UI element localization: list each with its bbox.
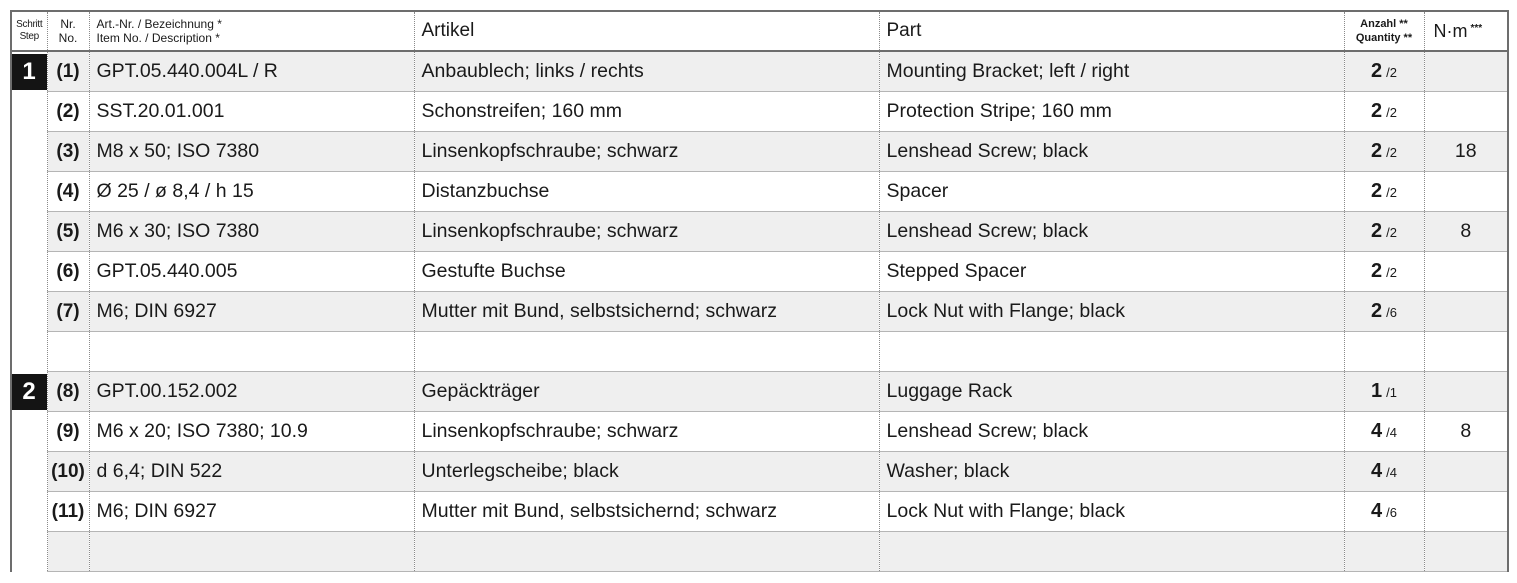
table-row [11,132,1508,172]
quantity-total: /2 [1386,185,1397,200]
step-badge: 1 [11,54,47,90]
torque-value [1424,372,1508,412]
artikel-name: Distanzbuchse [414,172,879,212]
header-item [89,11,414,51]
part-name: Stepped Spacer [879,252,1344,292]
step-cell [11,132,47,172]
item-code: M6 x 30; ISO 7380 [89,212,414,252]
step-cell [11,172,47,212]
header-part: Part [879,11,1344,51]
part-name [879,532,1344,572]
part-name: Protection Stripe; 160 mm [879,92,1344,132]
item-number: (5) [47,212,89,252]
item-number: (2) [47,92,89,132]
item-number: (9) [47,412,89,452]
quantity-cell [1344,492,1424,532]
table-row [11,332,1508,372]
quantity-cell [1344,252,1424,292]
item-code: Ø 25 / ø 8,4 / h 15 [89,172,414,212]
parts-list-sheet [10,10,1507,583]
step-cell [11,452,47,492]
part-name: Spacer [879,172,1344,212]
artikel-name: Unterlegscheibe; black [414,452,879,492]
quantity-value: 2 [1371,100,1383,122]
header-artikel: Artikel [414,11,879,51]
header-torque-footnote: *** [1470,22,1483,34]
artikel-name: Anbaublech; links / rechts [414,51,879,92]
torque-value [1424,292,1508,332]
torque-value [1424,492,1508,532]
table-row [11,372,1508,412]
quantity-total: /4 [1386,425,1397,440]
step-cell [11,332,47,372]
quantity-cell [1344,51,1424,92]
artikel-name: Schonstreifen; 160 mm [414,92,879,132]
part-name: Lenshead Screw; black [879,132,1344,172]
quantity-value: 2 [1371,220,1383,242]
item-code [89,332,414,372]
artikel-name: Gepäckträger [414,372,879,412]
item-code: M6; DIN 6927 [89,292,414,332]
header-step-de: Schritt [16,19,43,30]
quantity-total: /1 [1386,385,1397,400]
item-code: M8 x 50; ISO 7380 [89,132,414,172]
step-cell [11,532,47,572]
artikel-name: Linsenkopfschraube; schwarz [414,412,879,452]
step-cell [11,492,47,532]
quantity-total: /2 [1386,145,1397,160]
header-step [11,11,47,51]
header-item-en: Item No. / Description * [96,31,220,45]
quantity-total: /6 [1386,505,1397,520]
quantity-total: /2 [1386,105,1397,120]
quantity-cell [1344,412,1424,452]
quantity-cell [1344,132,1424,172]
artikel-name: Mutter mit Bund, selbstsichernd; schwarz [414,492,879,532]
table-row [11,92,1508,132]
parts-table [10,10,1509,572]
item-number [47,532,89,572]
header-torque-unit: N·m [1433,20,1468,41]
quantity-cell [1344,372,1424,412]
torque-value: 8 [1424,212,1508,252]
quantity-value: 4 [1371,500,1383,522]
step-badge: 2 [11,374,47,410]
torque-value [1424,252,1508,292]
header-quantity-en: Quantity ** [1355,32,1413,44]
artikel-name: Linsenkopfschraube; schwarz [414,212,879,252]
step-cell [11,292,47,332]
part-name: Luggage Rack [879,372,1344,412]
header-row [11,11,1508,51]
step-cell [11,212,47,252]
table-row [11,492,1508,532]
part-name: Lock Nut with Flange; black [879,292,1344,332]
table-row [11,292,1508,332]
table-row [11,252,1508,292]
part-name: Lenshead Screw; black [879,412,1344,452]
artikel-name: Linsenkopfschraube; schwarz [414,132,879,172]
quantity-value: 4 [1371,460,1383,482]
quantity-value: 2 [1371,300,1383,322]
quantity-value: 2 [1371,180,1383,202]
torque-value [1424,51,1508,92]
item-number: (6) [47,252,89,292]
table-row [11,212,1508,252]
item-code: M6; DIN 6927 [89,492,414,532]
step-cell [11,252,47,292]
header-torque [1424,11,1508,51]
artikel-name [414,532,879,572]
table-row [11,532,1508,572]
quantity-value: 2 [1371,260,1383,282]
item-number: (1) [47,51,89,92]
part-name [879,332,1344,372]
part-name: Lock Nut with Flange; black [879,492,1344,532]
item-number: (3) [47,132,89,172]
item-number: (7) [47,292,89,332]
item-code: d 6,4; DIN 522 [89,452,414,492]
header-item-de: Art.-Nr. / Bezeichnung * [96,17,222,31]
item-number [47,332,89,372]
quantity-value: 2 [1371,60,1383,82]
torque-value: 18 [1424,132,1508,172]
step-cell [11,372,47,412]
quantity-total: /2 [1386,225,1397,240]
part-name: Lenshead Screw; black [879,212,1344,252]
header-no [47,11,89,51]
quantity-value: 2 [1371,140,1383,162]
artikel-name: Mutter mit Bund, selbstsichernd; schwarz [414,292,879,332]
torque-value [1424,172,1508,212]
item-code: M6 x 20; ISO 7380; 10.9 [89,412,414,452]
quantity-cell [1344,532,1424,572]
quantity-cell [1344,92,1424,132]
quantity-cell [1344,332,1424,372]
quantity-cell [1344,452,1424,492]
item-number: (8) [47,372,89,412]
torque-value [1424,332,1508,372]
quantity-value: 1 [1371,380,1383,402]
artikel-name: Gestufte Buchse [414,252,879,292]
quantity-cell [1344,292,1424,332]
header-no-en: No. [58,31,78,45]
quantity-cell [1344,212,1424,252]
header-quantity-de: Anzahl ** [1360,18,1408,30]
table-row [11,51,1508,92]
torque-value [1424,532,1508,572]
part-name: Mounting Bracket; left / right [879,51,1344,92]
parts-table-body [11,51,1508,572]
item-code: SST.20.01.001 [89,92,414,132]
item-code: GPT.00.152.002 [89,372,414,412]
quantity-total: /6 [1386,305,1397,320]
torque-value [1424,92,1508,132]
table-row [11,452,1508,492]
quantity-total: /2 [1386,65,1397,80]
item-code [89,532,414,572]
header-quantity [1344,11,1424,51]
step-cell [11,412,47,452]
quantity-cell [1344,172,1424,212]
torque-value [1424,452,1508,492]
item-code: GPT.05.440.004L / R [89,51,414,92]
step-cell [11,51,47,92]
item-number: (4) [47,172,89,212]
quantity-total: /2 [1386,265,1397,280]
artikel-name [414,332,879,372]
header-step-en: Step [19,31,39,42]
torque-value: 8 [1424,412,1508,452]
table-row [11,172,1508,212]
step-cell [11,92,47,132]
quantity-total: /4 [1386,465,1397,480]
part-name: Washer; black [879,452,1344,492]
item-number: (10) [47,452,89,492]
item-code: GPT.05.440.005 [89,252,414,292]
header-no-de: Nr. [60,17,76,31]
item-number: (11) [47,492,89,532]
table-row [11,412,1508,452]
quantity-value: 4 [1371,420,1383,442]
